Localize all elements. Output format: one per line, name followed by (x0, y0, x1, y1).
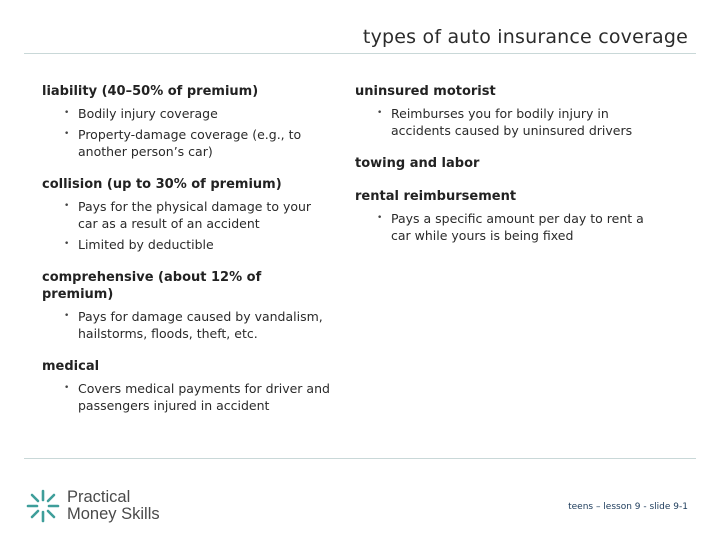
section-heading: comprehensive (about 12% of premium) (42, 270, 262, 302)
bullet-list (42, 198, 332, 253)
bullet-list (42, 308, 332, 342)
bullet-list (355, 210, 655, 244)
section-heading: uninsured motorist (355, 84, 496, 99)
section-heading: towing and labor (355, 156, 480, 171)
slide-number: teens – lesson 9 - slide 9-1 (568, 502, 688, 512)
bullet-item: • Covers medical payments for driver and passengers injured in accident (64, 380, 332, 414)
bullet-item: • Reimburses you for bodily injury in accidents caused by uninsured drivers (377, 105, 655, 139)
section-rental-reimbursement (355, 188, 655, 244)
section-liability (42, 83, 332, 160)
section-uninsured-motorist (355, 83, 655, 139)
bullet-list (42, 380, 332, 414)
section-comprehensive (42, 269, 332, 342)
section-heading: rental reimbursement (355, 189, 517, 204)
section-collision (42, 176, 332, 253)
bullet-item: • Pays a specific amount per day to rent a car while yours is being fixed (377, 210, 655, 244)
bullet-item: • Pays for damage caused by vandalism, hailstorms, floods, theft, etc. (64, 308, 332, 342)
bullet-item: • Pays for the physical damage to your car as a result of an accident (64, 198, 332, 232)
slide-title: types of auto insurance coverage (362, 26, 688, 48)
footer-divider (24, 458, 696, 459)
bullet-list (42, 105, 332, 160)
logo-line-1: Practical (67, 488, 131, 506)
bullet-item: • Bodily injury coverage (64, 105, 332, 122)
starburst-icon (25, 488, 61, 524)
logo-wordmark (67, 489, 160, 523)
section-heading: medical (42, 359, 100, 374)
section-heading: collision (up to 30% of premium) (42, 177, 282, 192)
right-column (355, 83, 655, 260)
bullet-item: • Property-damage coverage (e.g., to another person’s car) (64, 126, 332, 160)
title-divider (24, 53, 696, 54)
bullet-list (355, 105, 655, 139)
practical-money-skills-logo (25, 488, 160, 524)
section-medical (42, 358, 332, 414)
left-column (42, 83, 332, 430)
bullet-item: • Limited by deductible (64, 236, 332, 253)
logo-line-2: Money Skills (67, 505, 160, 523)
section-towing-and-labor (355, 155, 655, 172)
section-heading: liability (40–50% of premium) (42, 84, 259, 99)
